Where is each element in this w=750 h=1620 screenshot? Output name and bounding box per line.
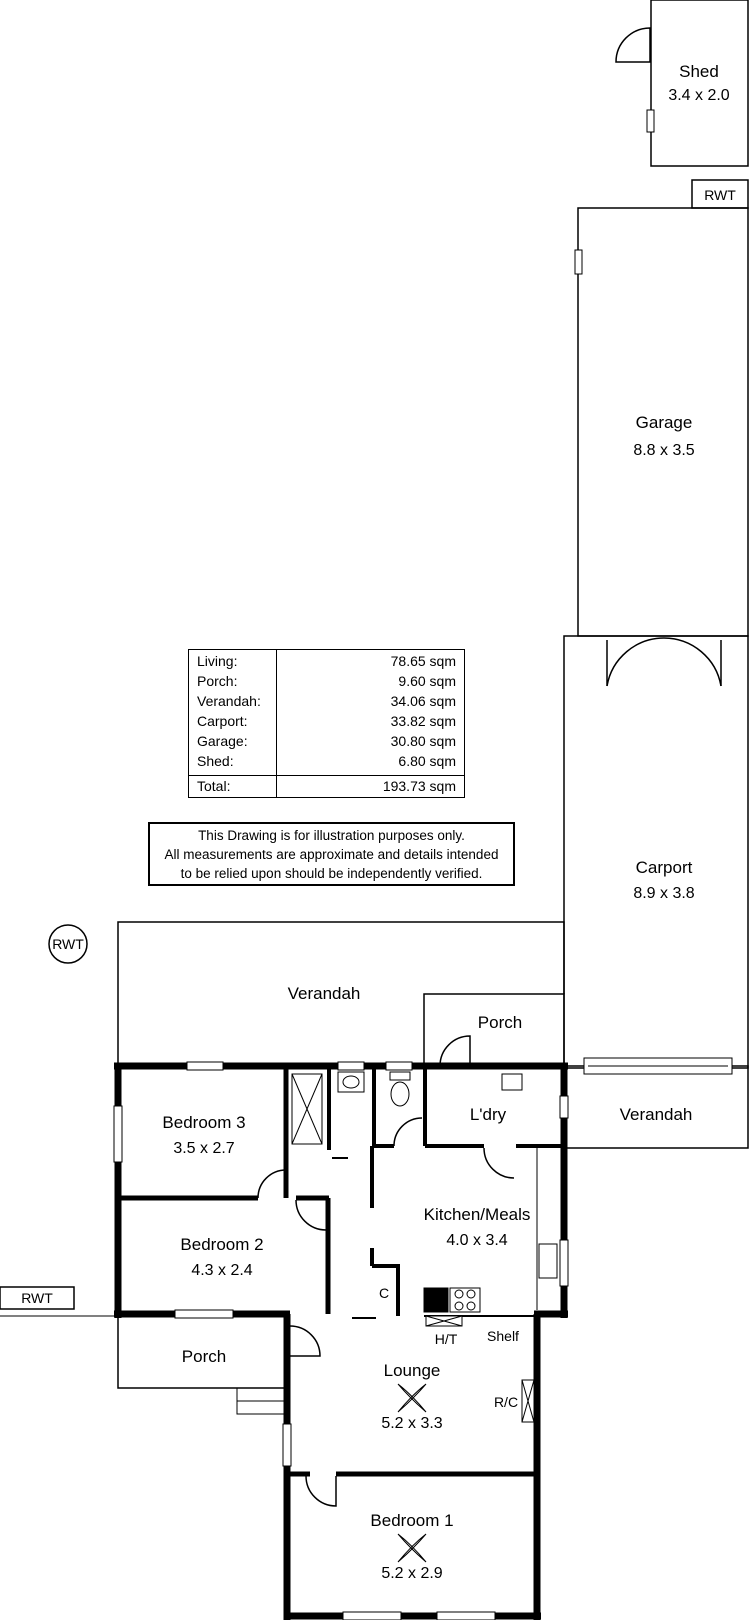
table-row	[189, 751, 464, 771]
window-icon	[386, 1062, 412, 1070]
carport-dims: 8.9 x 3.8	[633, 885, 695, 902]
carport	[564, 636, 748, 1068]
shed-window-icon	[647, 110, 654, 132]
verandah-side	[564, 1058, 748, 1148]
verandah-main-label: Verandah	[287, 984, 361, 1003]
hot-water-label: H/T	[434, 1331, 458, 1347]
kitchen-label: Kitchen/Meals	[423, 1205, 531, 1224]
bedroom1-door-icon	[306, 1476, 336, 1506]
window-icon	[338, 1062, 364, 1070]
shed-dims: 3.4 x 2.0	[668, 87, 730, 104]
area-value: 34.06 sqm	[390, 693, 456, 709]
rwt-top-label: RWT	[704, 187, 736, 203]
rwt-left	[0, 1287, 114, 1316]
shed-door-icon	[616, 28, 650, 62]
area-value: 30.80 sqm	[390, 733, 456, 749]
carport-door-right-icon	[664, 638, 721, 686]
ceiling-fan-icon	[398, 1384, 426, 1412]
rwt-top	[692, 180, 748, 208]
area-value: 9.60 sqm	[398, 673, 456, 689]
lounge-label: Lounge	[383, 1361, 441, 1380]
window-icon	[437, 1612, 495, 1620]
area-schedule-table	[188, 649, 465, 798]
reverse-cycle-label: R/C	[493, 1394, 519, 1410]
cupboard-label: C	[378, 1285, 390, 1301]
garage	[575, 208, 748, 636]
porch-front	[118, 1318, 287, 1414]
porch-rear-door-icon	[440, 1036, 470, 1066]
verandah-side-label: Verandah	[619, 1105, 693, 1124]
ceiling-fan-icon	[398, 1534, 426, 1562]
lounge-dims: 5.2 x 3.3	[381, 1415, 443, 1432]
stove-icon	[450, 1288, 480, 1312]
carport-door-left-icon	[607, 638, 664, 686]
table-total-row	[189, 776, 464, 796]
laundry-label: L'dry	[469, 1105, 507, 1124]
laundry-tub-icon	[502, 1074, 522, 1090]
kitchen-dims: 4.0 x 3.4	[446, 1232, 508, 1249]
garage-label: Garage	[635, 413, 693, 432]
window-icon	[560, 1096, 568, 1118]
basin-icon	[338, 1072, 364, 1092]
area-label: Porch:	[197, 673, 238, 689]
disclaimer-line: All measurements are approximate and details intended	[164, 847, 499, 862]
table-row	[189, 651, 464, 671]
window-icon	[187, 1062, 223, 1070]
table-row	[189, 711, 464, 731]
bedroom3-dims: 3.5 x 2.7	[173, 1140, 235, 1157]
porch-steps-icon	[237, 1388, 287, 1414]
toilet-icon	[390, 1072, 410, 1080]
window-icon	[343, 1612, 401, 1620]
total-label: Total:	[197, 778, 231, 794]
garage-window-icon	[575, 250, 582, 274]
window-icon	[175, 1310, 233, 1318]
table-row	[189, 671, 464, 691]
area-value: 6.80 sqm	[398, 753, 456, 769]
rwt-circle-label: RWT	[52, 936, 84, 952]
fridge-icon	[424, 1288, 448, 1312]
garage-dims: 8.8 x 3.5	[633, 442, 695, 459]
rwt-left-label: RWT	[21, 1290, 53, 1306]
window-icon	[560, 1240, 568, 1286]
bedroom3-label: Bedroom 3	[162, 1113, 246, 1132]
porch-rear-label: Porch	[477, 1013, 523, 1032]
porch-rear	[424, 994, 564, 1066]
area-value: 78.65 sqm	[390, 653, 456, 669]
bedroom1-dims: 5.2 x 2.9	[381, 1565, 443, 1582]
rwt-circle	[49, 925, 87, 963]
area-label: Garage:	[197, 733, 248, 749]
toilet-door-icon	[394, 1118, 422, 1146]
table-row	[189, 731, 464, 751]
table-row	[189, 691, 464, 711]
porch-front-label: Porch	[181, 1347, 227, 1366]
bedroom3-door-icon	[258, 1170, 286, 1198]
area-label: Living:	[197, 653, 238, 669]
window-icon	[114, 1106, 122, 1162]
shelf-label: Shelf	[487, 1328, 519, 1344]
disclaimer-line: to be relied upon should be independently verified.	[180, 866, 483, 881]
shed	[616, 0, 748, 166]
total-value: 193.73 sqm	[382, 778, 456, 794]
bedroom2-label: Bedroom 2	[180, 1235, 264, 1254]
bedroom2-dims: 4.3 x 2.4	[191, 1262, 253, 1279]
area-label: Shed:	[197, 753, 234, 769]
carport-label: Carport	[635, 858, 693, 877]
lounge-door-icon	[290, 1326, 320, 1356]
bedroom2-door-icon	[296, 1200, 326, 1230]
disclaimer-box	[148, 822, 515, 886]
area-value: 33.82 sqm	[390, 713, 456, 729]
area-label: Verandah:	[197, 693, 261, 709]
sink-icon	[539, 1244, 557, 1278]
bedroom1-label: Bedroom 1	[370, 1511, 454, 1530]
area-label: Carport:	[197, 713, 248, 729]
window-icon	[283, 1424, 291, 1466]
disclaimer-line: This Drawing is for illustration purposes only.	[198, 828, 465, 843]
shed-label: Shed	[679, 62, 719, 81]
laundry-door-icon	[484, 1148, 514, 1178]
